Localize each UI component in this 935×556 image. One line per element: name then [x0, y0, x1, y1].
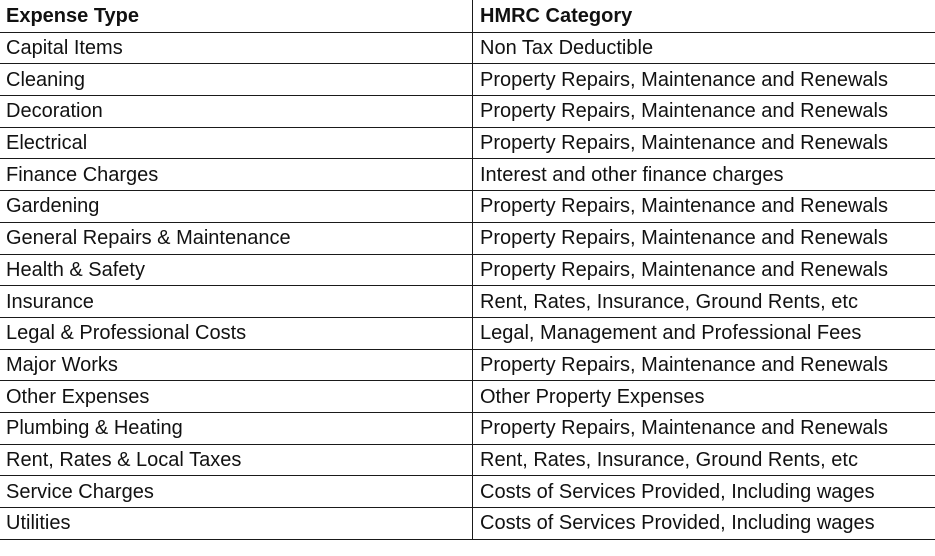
table-body: [1, 32, 935, 539]
expense-type-cell: Major Works: [1, 349, 473, 381]
expense-type-cell: Gardening: [1, 191, 473, 223]
hmrc-category-cell: Property Repairs, Maintenance and Renewals: [473, 191, 935, 223]
expense-type-cell: Cleaning: [1, 64, 473, 96]
table-row: [1, 444, 935, 476]
expense-type-cell: Legal & Professional Costs: [1, 317, 473, 349]
table-row: [1, 508, 935, 540]
table-row: [1, 286, 935, 318]
hmrc-category-cell: Property Repairs, Maintenance and Renewals: [473, 349, 935, 381]
header-hmrc-category: HMRC Category: [473, 1, 935, 33]
hmrc-category-cell: Property Repairs, Maintenance and Renewals: [473, 412, 935, 444]
table-row: [1, 476, 935, 508]
table-row: [1, 412, 935, 444]
hmrc-category-cell: Other Property Expenses: [473, 381, 935, 413]
hmrc-category-cell: Property Repairs, Maintenance and Renewals: [473, 222, 935, 254]
table-row: [1, 381, 935, 413]
table-row: [1, 349, 935, 381]
table-row: [1, 64, 935, 96]
hmrc-category-cell: Property Repairs, Maintenance and Renewals: [473, 254, 935, 286]
expense-type-cell: Electrical: [1, 127, 473, 159]
table-row: [1, 317, 935, 349]
hmrc-category-cell: Property Repairs, Maintenance and Renewals: [473, 96, 935, 128]
expense-type-cell: Other Expenses: [1, 381, 473, 413]
expense-type-cell: General Repairs & Maintenance: [1, 222, 473, 254]
table-header-row: [1, 1, 935, 33]
table-row: [1, 222, 935, 254]
table-row: [1, 159, 935, 191]
table-row: [1, 254, 935, 286]
header-expense-type: Expense Type: [1, 1, 473, 33]
expense-type-cell: Plumbing & Heating: [1, 412, 473, 444]
expense-type-cell: Health & Safety: [1, 254, 473, 286]
table-row: [1, 127, 935, 159]
hmrc-category-cell: Rent, Rates, Insurance, Ground Rents, etc: [473, 444, 935, 476]
expense-type-cell: Utilities: [1, 508, 473, 540]
table-row: [1, 191, 935, 223]
hmrc-category-cell: Property Repairs, Maintenance and Renewals: [473, 127, 935, 159]
hmrc-category-cell: Rent, Rates, Insurance, Ground Rents, etc: [473, 286, 935, 318]
table-row: [1, 96, 935, 128]
expense-type-cell: Rent, Rates & Local Taxes: [1, 444, 473, 476]
expense-type-cell: Insurance: [1, 286, 473, 318]
expense-type-cell: Finance Charges: [1, 159, 473, 191]
hmrc-category-cell: Legal, Management and Professional Fees: [473, 317, 935, 349]
expense-type-cell: Service Charges: [1, 476, 473, 508]
hmrc-category-cell: Interest and other finance charges: [473, 159, 935, 191]
hmrc-category-cell: Costs of Services Provided, Including wages: [473, 476, 935, 508]
table-row: [1, 32, 935, 64]
hmrc-category-cell: Property Repairs, Maintenance and Renewals: [473, 64, 935, 96]
hmrc-category-cell: Non Tax Deductible: [473, 32, 935, 64]
expense-type-cell: Decoration: [1, 96, 473, 128]
hmrc-category-cell: Costs of Services Provided, Including wages: [473, 508, 935, 540]
expense-type-cell: Capital Items: [1, 32, 473, 64]
